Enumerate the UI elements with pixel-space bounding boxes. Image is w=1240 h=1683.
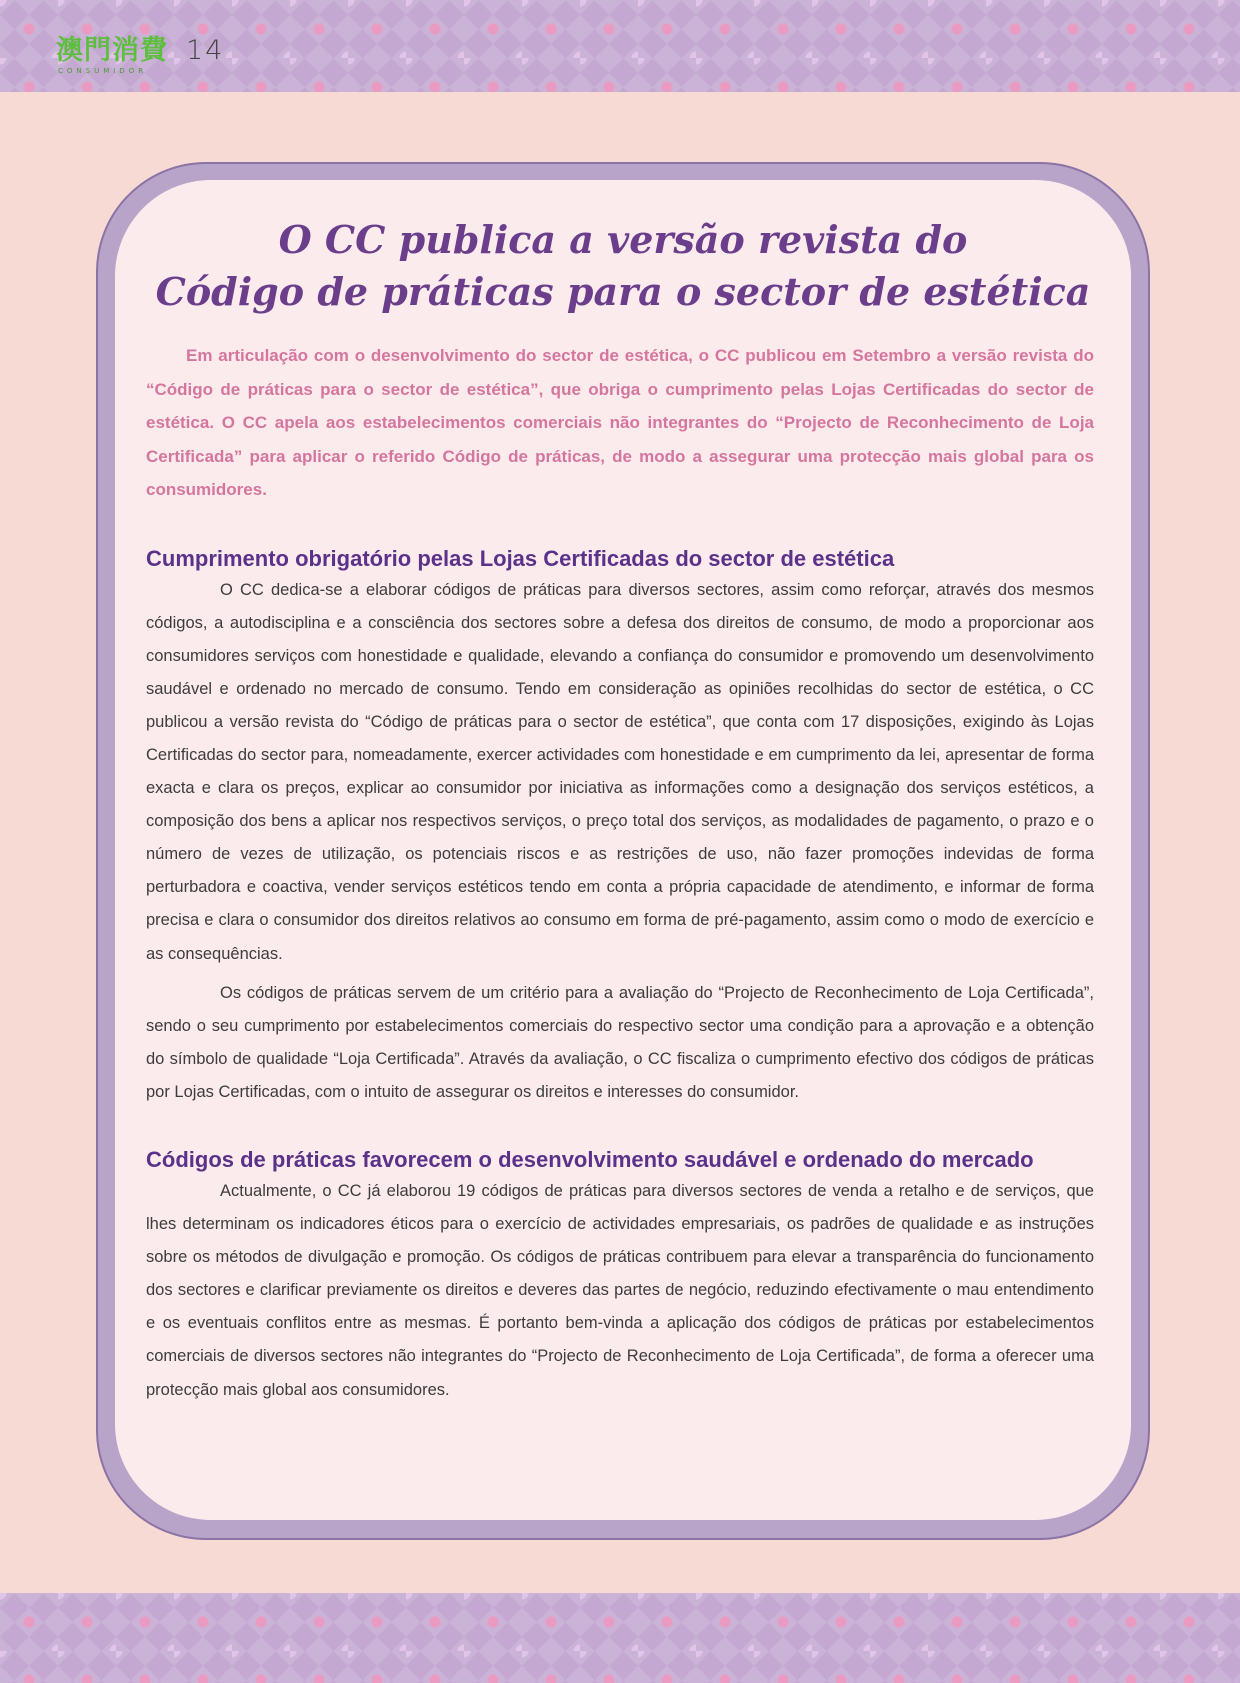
page-number: 14 xyxy=(186,35,225,66)
section-1-paragraph-1: O CC dedica-se a elaborar códigos de práticas para diversos sectores, assim como reforçar, através dos mesmos códigos, a autodisciplina e a consciência dos sectores sobre a defesa dos direitos de consumo, de modo a proporcionar aos consumidores serviços com honestidade e qualidade, elevando a confiança do consumidor e promovendo um desenvolvimento saudável e ordenado no mercado de consumo. Tendo em consideração as opiniões recolhidas do sector de estética, o CC publicou a versão revista do “Código de práticas para o sector de estética”, que conta com 17 disposições, exigindo às Lojas Certificadas do sector para, nomeadamente, exercer actividades com honestidade e em cumprimento da lei, apresentar de forma exacta e clara os preços, explicar ao consumidor por iniciativa as informações como a designação dos serviços estéticos, a composição dos bens a aplicar nos respectivos serviços, o preço total dos serviços, as modalidades de pagamento, o prazo e o número de vezes de utilização, os potenciais riscos e as restrições de uso, não fazer promoções indevidas de forma perturbadora e coactiva, vender serviços estéticos tendo em conta a própria capacidade de atendimento, e informar de forma precisa e clara o consumidor dos direitos relativos ao consumo em forma de pré-pagamento, assim como o modo de exercício e as consequências. xyxy=(146,580,1094,963)
section-2-heading: Códigos de práticas favorecem o desenvolvimento saudável e ordenado do mercado xyxy=(146,1147,1034,1172)
title-line-2: Código de práticas para o sector de estética xyxy=(155,269,1091,314)
section-2-paragraph-1: Actualmente, o CC já elaborou 19 códigos de práticas para diversos sectores de venda a retalho e de serviços, que lhes determinam os indicadores éticos para o exercício de actividades empresariais, os padrões de qualidade e as instruções sobre os métodos de divulgação e promoção. Os códigos de práticas contribuem para elevar a transparência do funcionamento dos sectores e clarificar previamente os direitos e deveres das partes de negócio, reduzindo efectivamente o mau entendimento e os eventuais conflitos entre as mesmas. É portanto bem-vinda a aplicação dos códigos de práticas por estabelecimentos comerciais de diversos sectores não integrantes do “Projecto de Reconhecimento de Loja Certificada”, de forma a oferecer uma protecção mais global aos consumidores. xyxy=(146,1182,1094,1399)
title-line-1: O CC publica a versão revista do xyxy=(278,217,968,262)
section-1-heading: Cumprimento obrigatório pelas Lojas Certificadas do sector de estética xyxy=(146,545,895,571)
section-1-paragraph-2: Os códigos de práticas servem de um critério para a avaliação do “Projecto de Reconhecimento de Loja Certificada”, sendo o seu cumprimento por estabelecimentos comerciais do respectivo sector uma condição para a aprovação e a obtenção do símbolo de qualidade “Loja Certificada”. Através da avaliação, o CC fiscaliza o cumprimento efectivo dos códigos de práticas por Lojas Certificadas, com o intuito de assegurar os direitos e interesses do consumidor. xyxy=(146,983,1094,1101)
article-title xyxy=(115,214,1131,318)
magazine-logo xyxy=(56,34,168,75)
logo-chinese-text: 澳門消費 xyxy=(56,35,168,66)
intro-paragraph: Em articulação com o desenvolvimento do sector de estética, o CC publicou em Setembro a versão revista do “Código de práticas para o sector de estética”, que obriga o cumprimento pelas Lojas Certificadas do sector de estética. O CC apela aos estabelecimentos comerciais não integrantes do “Projecto de Reconhecimento de Loja Certificada” para aplicar o referido Código de práticas, de modo a assegurar uma protecção mais global para os consumidores. xyxy=(146,346,1094,499)
masthead xyxy=(56,34,224,75)
article-body xyxy=(146,339,1094,1407)
bottom-pattern-band xyxy=(0,1593,1240,1683)
logo-subtitle: CONSUMIDOR xyxy=(58,67,148,75)
